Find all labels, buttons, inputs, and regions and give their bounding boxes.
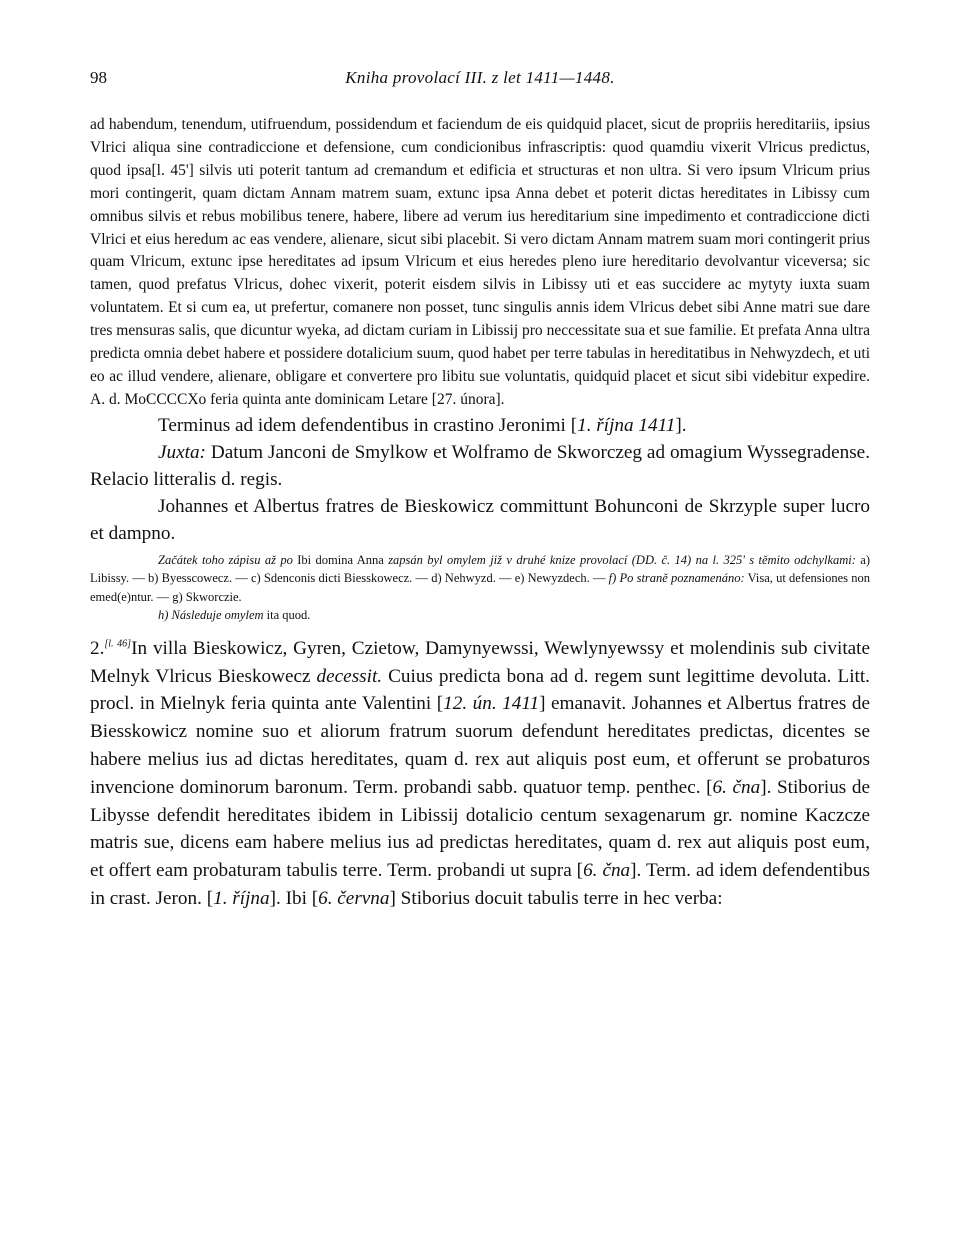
- entry-2-text-c: ] emanavit. Johannes et Albertus fratres de Biesskowicz nomine suo et aliorum fratrum suorum defendunt hereditates predictas, dicentes se habere melius ius ad dictas hereditates, quam d. rex aut aliquis post eum, et offerunt se probaturos invencione dominorum baronum. Term. probandi sabb. quatuor temp. penthec. [: [90, 693, 871, 798]
- footnote-line: [90, 551, 870, 607]
- entry-2-date-2: 6. čna: [712, 776, 761, 798]
- entry-2-date-3: 6. čna: [583, 860, 631, 882]
- note-italic-4: h) Následuje omylem: [158, 608, 264, 623]
- note-text-3: Visa, ut defensiones non emed(e)ntur. — g) Skworczie.: [90, 571, 871, 604]
- entry-2-date-1: 12. ún. 1411: [443, 693, 540, 715]
- note-italic-1: Začátek toho zápisu až po: [158, 552, 293, 567]
- entry-2-date-5: 6. června: [318, 887, 390, 909]
- running-title: Kniha provolací III. z let 1411—1448.: [345, 68, 615, 87]
- terminus-line: [90, 412, 870, 439]
- entry-2-text-g: ] Stiborius docuit tabulis terre in hec verba:: [389, 887, 723, 909]
- note-italic-3: f) Po straně poznamenáno:: [608, 571, 745, 586]
- page-header: [90, 68, 870, 102]
- terminus-close: ].: [675, 414, 687, 436]
- entry-2: [90, 635, 870, 913]
- juxta-label: Juxta:: [158, 441, 206, 463]
- note-text-1: Ibi domina Anna: [292, 552, 389, 567]
- entry-2-decessit: decessit.: [316, 665, 383, 687]
- note-text-2: a) Libissy. — b) Byesscowecz. — c) Sdenconis dicti Biesskowecz. — d) Nehwyzd. — e) Newyzdech. —: [90, 552, 870, 586]
- document-page: [90, 68, 870, 913]
- entry-number: 2.: [90, 637, 105, 659]
- footnotes: [90, 551, 870, 625]
- terminus-text: Terminus ad idem defendentibus in crastino Jeronimi [: [158, 414, 578, 436]
- juxta-paragraph: [90, 439, 870, 493]
- note-italic-2: zapsán byl omylem již v druhé knize provolací (DD. č. 14) na l. 325' s těmito odchylkami:: [388, 552, 856, 567]
- entry-2-text-e: ]. Term. ad idem defendentibus in crast. Jeron. [: [90, 860, 870, 909]
- entry-2-text-d: ]. Stiborius de Libysse defendit hereditates ibidem in Libissij dotalicio centum sexagenarum gr. nomine Kaczcze matris sue, dicens eam habere melius ius ad predictas hereditates, quam d. rex aut aliquis post eum, et offert eam probaturam tabulis terre. Term. probandi ut supra [: [90, 776, 870, 882]
- page-number: 98: [90, 68, 107, 87]
- entry-2-text-f: ]. Ibi [: [269, 887, 319, 909]
- continued-entry-text: ad habendum, tenendum, utifruendum, possidendum et faciendum de eis quidquid placet, sicut de propriis hereditariis, ipsius Vlrici aliqua sine contradiccione et defensione, cum condicionibus infrascriptis: quod quamdiu vixerit Vlricus predictus, quod ipsa[l. 45'] silvis uti poterit tantum ad cremandum et edificia et structuras et non ultra. Si vero ipsum Vlricum prius mori contingerit, quam dictam Annam matrem suam, extunc ipsa Anna debet et poterit dictas hereditates in Libissy cum omnibus silvis et rebus mobilibus tenere, habere, libere ad verum ius hereditarium sine impedimento et contradiccione dicti Vlrici et eius heredum ac eas vendere, alienare, sicut sibi placebit. Si vero dictam Annam matrem suam mori contingerit prius quam Vlricum, extunc ipse hereditates ad ipsum Vlricum et eius heredes pleno iure hereditario devolvantur viceversa; sic tamen, quod prefatus Vlricus, dohec vixerit, poterit eisdem silvis in Libissy uti et eas succidere ac mytyty iuxta suam voluntatem. Et si cum ea, ut prefertur, comanere non posset, tunc singulis annis idem Vlricus debet sibi Anne matri sue dare tres mensuras salis, que dicuntur wyeka, ad dictam curiam in Libissij pro neccessitate sua et sue familie. Et prefata Anna ultra predicta omnia debet habere et possidere dotalicium suum, quod habet per terre tabulas in hereditatibus in Nehwyzdech, et uti eo ac illud vendere, alienare, obligare et convertere pro libitu sue voluntatis, quidquid placet et sicut sibi videbitur expedire. A. d. MoCCCCXo feria quinta ante dominicam Letare [27. února].: [90, 116, 870, 408]
- juxta-text: Datum Janconi de Smylkow et Wolframo de Skworczeg ad omagium Wyssegradense. Relacio litteralis d. regis.: [90, 441, 870, 490]
- entry-2-text-b: Cuius predicta bona ad d. regem sunt legittime devoluta. Litt. procl. in Mielnyk feria quinta ante Valentini [: [90, 665, 870, 715]
- entry-2-date-4: 1. října: [213, 887, 270, 909]
- folio-marker: [l. 46]: [104, 638, 132, 650]
- note-text-4: ita quod.: [263, 608, 311, 623]
- footnote-line-h: [90, 606, 870, 625]
- entry-2-text-a: In villa Bieskowicz, Gyren, Czietow, Damynyewssi, Wewlynyewssy et molendinis sub civitate Melnyk Vlricus Bieskowecz: [90, 637, 871, 687]
- johannes-entry: Johannes et Albertus fratres de Bieskowicz committunt Bohunconi de Skrzyple super lucro et dampno.: [90, 495, 870, 544]
- terminus-date: 1. října 1411: [577, 414, 676, 436]
